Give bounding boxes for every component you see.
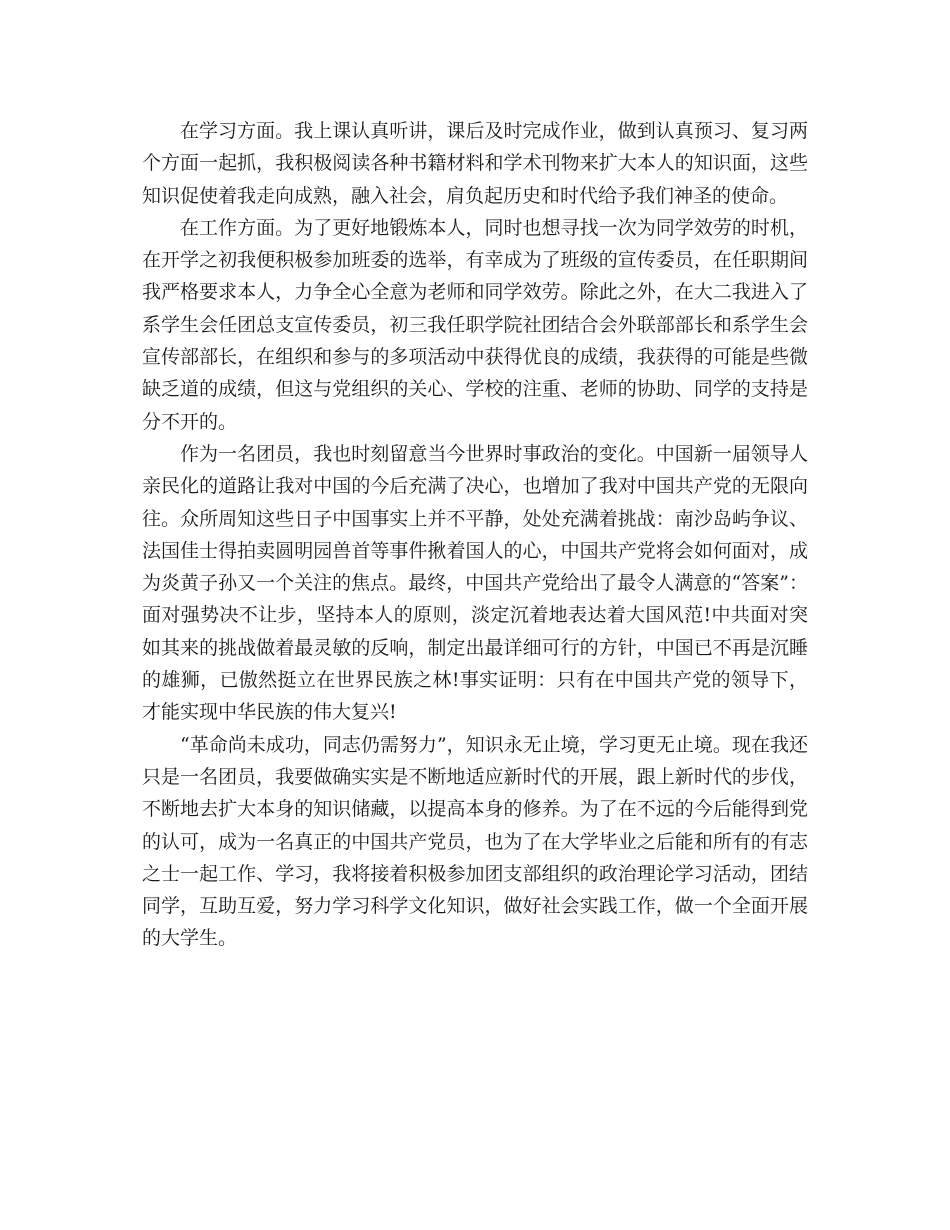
document-body — [142, 115, 808, 955]
paragraph-conclusion: “革命尚未成功，同志仍需努力”，知识永无止境，学习更无止境。现在我还只是一名团员，我要做确实实是不断地适应新时代的开展，跟上新时代的步伐，不断地去扩大本身的知识储藏，以提高本身的修养。为了在不远的今后能得到党的认可，成为一名真正的中国共产党员，也为了在大学毕业之后能和所有的有志之士一起工作、学习，我将接着积极参加团支部组织的政治理论学习活动，团结同学，互助互爱，努力学习科学文化知识，做好社会实践工作，做一个全面开展的大学生。 — [142, 733, 808, 950]
paragraph-study: 在学习方面。我上课认真听讲，课后及时完成作业，做到认真预习、复习两个方面一起抓，我积极阅读各种书籍材料和学术刊物来扩大本人的知识面，这些知识促使着我走向成熟，融入社会，肩负起历史和时代给予我们神圣的使命。 — [142, 120, 808, 207]
paragraph-league-member: 作为一名团员，我也时刻留意当今世界时事政治的变化。中国新一届领导人亲民化的道路让我对中国的今后充满了决心，也增加了我对中国共产党的无限向往。众所周知这些日子中国事实上并不平静，处处充满着挑战：南沙岛屿争议、法国佳士得拍卖圆明园兽首等事件揪着国人的心，中国共产党将会如何面对，成为炎黄子孙又一个关注的焦点。最终，中国共产党给出了最令人满意的“答案”：面对强势决不让步，坚持本人的原则，淡定沉着地表达着大国风范!中共面对突如其来的挑战做着最灵敏的反响，制定出最详细可行的方针，中国已不再是沉睡的雄狮，已傲然挺立在世界民族之林!事实证明：只有在中国共产党的领导下，才能实现中华民族的伟大复兴! — [142, 442, 808, 724]
paragraph-work: 在工作方面。为了更好地锻炼本人，同时也想寻找一次为同学效劳的时机，在开学之初我便积极参加班委的选举，有幸成为了班级的宣传委员，在任职期间我严格要求本人，力争全心全意为老师和同学效劳。除此之外，在大二我进入了系学生会任团总支宣传委员，初三我任职学院社团结合会外联部部长和系学生会宣传部部长，在组织和参与的多项活动中获得优良的成绩，我获得的可能是些微缺乏道的成绩，但这与党组织的关心、学校的注重、老师的协助、同学的支持是分不开的。 — [142, 216, 808, 433]
